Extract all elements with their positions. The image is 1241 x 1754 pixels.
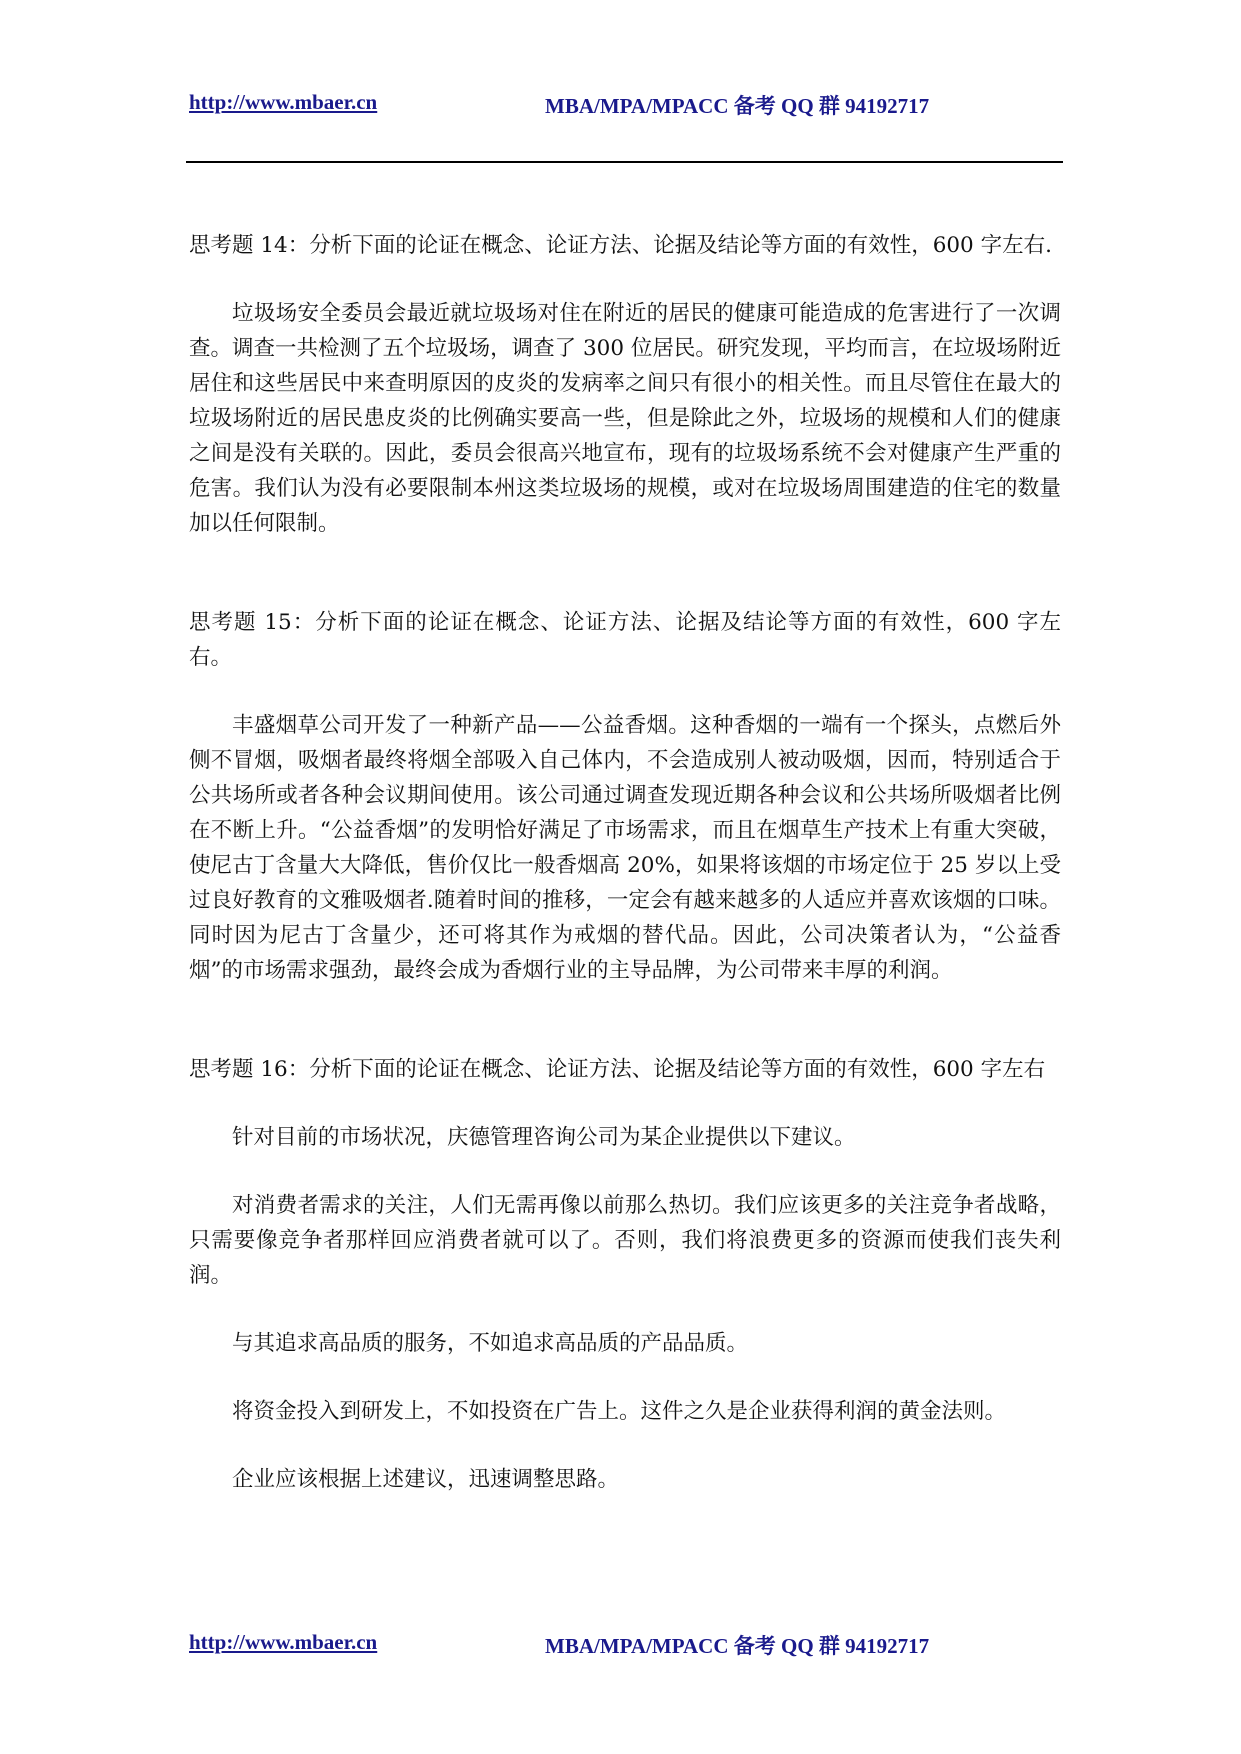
question-title: 思考题 16：分析下面的论证在概念、论证方法、论据及结论等方面的有效性，600 字左右 <box>189 1057 1046 1082</box>
footer-site-link[interactable]: http://www.mbaer.cn <box>189 1630 378 1654</box>
header-qq-group: MBA/MPA/MPACC 备考 QQ 群 94192717 <box>545 94 930 118</box>
question-title: 思考题 15：分析下面的论证在概念、论证方法、论据及结论等方面的有效性，600 字左右。 <box>189 610 1061 670</box>
question-paragraph: 将资金投入到研发上，不如投资在广告上。这件之久是企业获得利润的黄金法则。 <box>232 1399 1007 1424</box>
page-footer <box>189 1630 1063 1660</box>
question-paragraph: 与其追求高品质的服务，不如追求高品质的产品品质。 <box>232 1331 749 1356</box>
footer-qq-group: MBA/MPA/MPACC 备考 QQ 群 94192717 <box>545 1634 930 1658</box>
header-divider <box>186 161 1063 163</box>
question-14 <box>189 228 1061 541</box>
question-paragraph: 垃圾场安全委员会最近就垃圾场对住在附近的居民的健康可能造成的危害进行了一次调查。调查一共检测了五个垃圾场，调查了 300 位居民。研究发现，平均而言，在垃圾场附近居住和这些居民中来查明原因的皮炎的发病率之间只有很小的相关性。而且尽管住在最大的垃圾场附近的居民患皮炎的比例确实要高一些，但是除此之外，垃圾场的规模和人们的健康之间是没有关联的。因此，委员会很高兴地宣布，现有的垃圾场系统不会对健康产生严重的危害。我们认为没有必要限制本州这类垃圾场的规模，或对在垃圾场周围建造的住宅的数量加以任何限制。 <box>189 301 1061 536</box>
question-title: 思考题 14：分析下面的论证在概念、论证方法、论据及结论等方面的有效性，600 字左右. <box>189 233 1052 258</box>
question-paragraph: 对消费者需求的关注，人们无需再像以前那么热切。我们应该更多的关注竞争者战略，只需要像竞争者那样回应消费者就可以了。否则，我们将浪费更多的资源而使我们丧失利润。 <box>189 1193 1061 1288</box>
question-paragraph: 丰盛烟草公司开发了一种新产品——公益香烟。这种香烟的一端有一个探头，点燃后外侧不冒烟，吸烟者最终将烟全部吸入自己体内，不会造成别人被动吸烟，因而，特别适合于公共场所或者各种会议期间使用。该公司通过调查发现近期各种会议和公共场所吸烟者比例在不断上升。“公益香烟”的发明恰好满足了市场需求，而且在烟草生产技术上有重大突破，使尼古丁含量大大降低，售价仅比一般香烟高 20%，如果将该烟的市场定位于 25 岁以上受过良好教育的文雅吸烟者.随着时间的推移，一定会有越来越多的人适应并喜欢该烟的口味。同时因为尼古丁含量少，还可将其作为戒烟的替代品。因此，公司决策者认为，“公益香烟”的市场需求强劲，最终会成为香烟行业的主导品牌，为公司带来丰厚的利润。 <box>189 713 1061 983</box>
question-16 <box>189 1052 1061 1497</box>
question-paragraph: 企业应该根据上述建议，迅速调整思路。 <box>232 1467 620 1492</box>
question-paragraph: 针对目前的市场状况，庆德管理咨询公司为某企业提供以下建议。 <box>232 1125 856 1150</box>
header-site-link[interactable]: http://www.mbaer.cn <box>189 90 378 114</box>
page-header <box>189 90 1063 120</box>
document-body <box>189 228 1061 1497</box>
question-15 <box>189 605 1061 988</box>
